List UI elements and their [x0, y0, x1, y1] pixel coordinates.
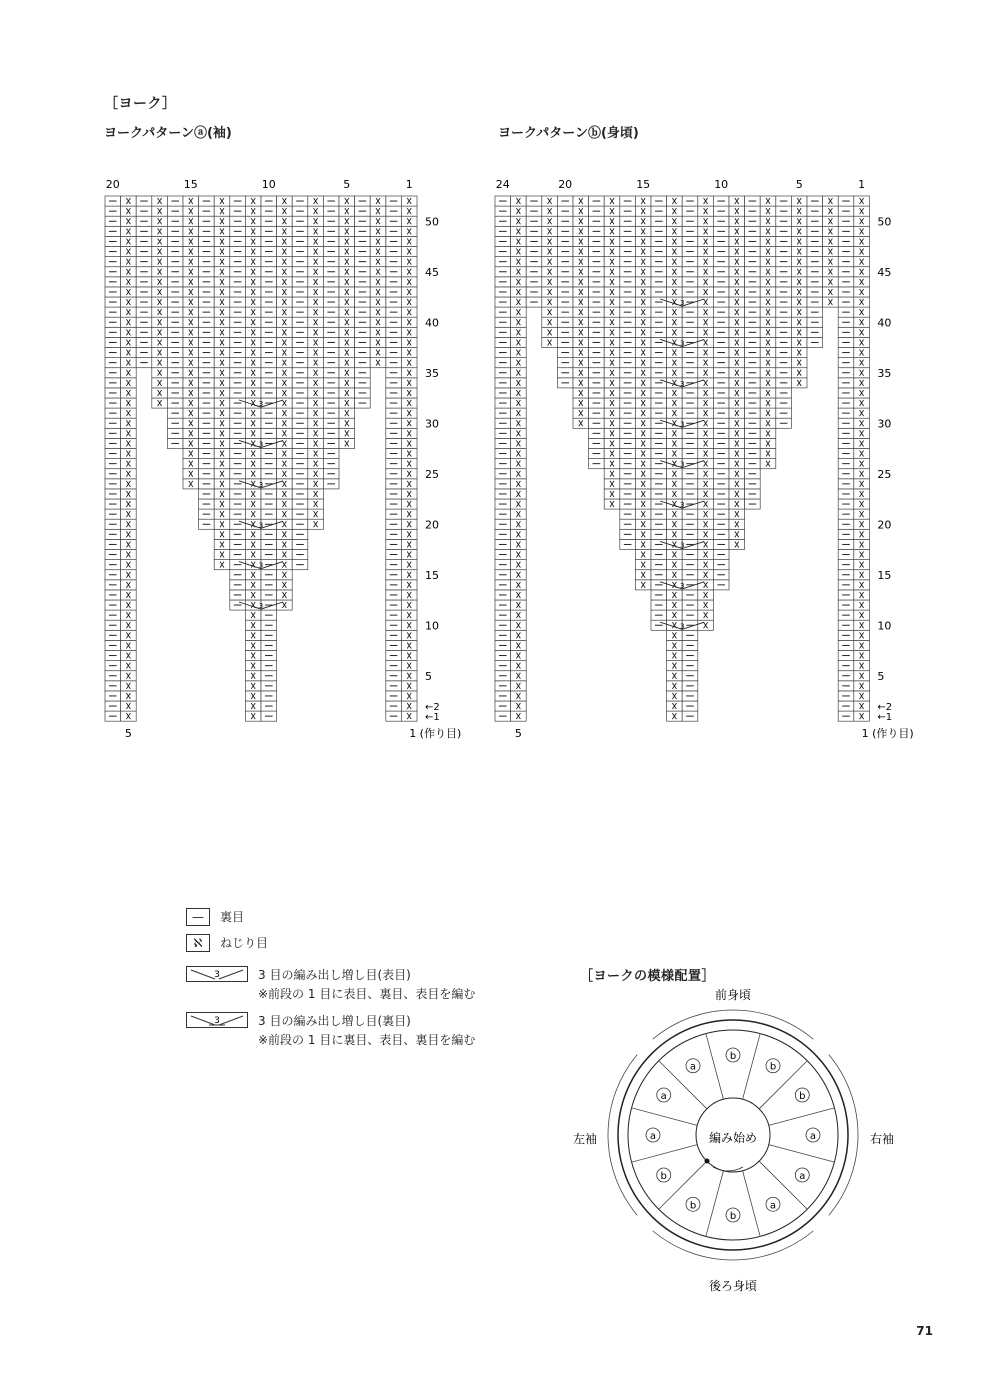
col-label: 5 [343, 178, 351, 191]
bottom-label-right: 1 (作り目) [409, 727, 462, 741]
row-label: 35 [877, 366, 892, 380]
segment-letter-a: a [689, 1061, 697, 1073]
label-back: 後ろ身頃 [708, 1279, 758, 1293]
increase-number: 3 [679, 460, 685, 469]
col-label: 1 [858, 178, 866, 191]
chart-b [495, 178, 914, 740]
bottom-label-left: 5 [124, 727, 132, 741]
increase-number: 3 [679, 379, 685, 388]
twisted-stitch-icon: ℵ [186, 934, 210, 952]
row-label: 20 [877, 518, 892, 532]
purl-symbol: — [186, 908, 210, 926]
row-label: 50 [877, 215, 892, 229]
segment-letter-b: b [729, 1051, 737, 1062]
row-label: 35 [425, 366, 439, 380]
legend-inc-purl-line2: ※前段の 1 目に裏目、表目、裏目を編む [258, 1033, 476, 1047]
increase-number: 3 [679, 501, 685, 510]
col-label: 24 [495, 178, 510, 191]
row-label: 20 [425, 518, 439, 532]
col-label: 1 [405, 178, 413, 191]
row-label: 15 [425, 568, 439, 582]
row-label: 5 [877, 669, 885, 683]
segment-divider [706, 1171, 724, 1237]
page-number: 71 [916, 1324, 933, 1338]
segment-divider [769, 1145, 835, 1163]
legend-twisted [186, 934, 268, 953]
label-right-sleeve: 右袖 [869, 1132, 895, 1146]
label-front: 前身頃 [714, 988, 752, 1002]
increase-number: 3 [258, 400, 264, 409]
col-label: 10 [261, 178, 276, 191]
segment-letter-b: b [799, 1091, 806, 1102]
segment-letter-a: a [799, 1171, 806, 1182]
segment-letter-b: b [769, 1061, 777, 1073]
increase-number: 3 [258, 440, 264, 449]
increase-number: 3 [258, 480, 264, 489]
bottom-label-right: 1 (作り目) [861, 727, 914, 741]
legend-inc-knit [186, 966, 475, 1004]
row-label: 50 [425, 215, 439, 229]
increase-knit-number: 3 [214, 970, 220, 980]
layout-title: ［ヨークの模様配置］ [580, 969, 716, 984]
legend-purl [186, 908, 244, 927]
row-label: 10 [425, 619, 439, 633]
legend-inc-knit-line2: ※前段の 1 目に表目、裏目、表目を編む [258, 987, 476, 1001]
segment-letter-a: a [649, 1131, 657, 1142]
label-left-sleeve: 左袖 [572, 1132, 598, 1146]
section-title: ［ヨーク］ [104, 96, 177, 112]
increase-number: 3 [679, 622, 685, 631]
segment-divider [769, 1108, 835, 1126]
pattern-a-title: ヨークパターンⓐ(袖) [104, 126, 232, 141]
row-arrow-1: ←1 [877, 712, 893, 724]
segment-divider [743, 1171, 761, 1237]
row-label: 5 [425, 669, 432, 683]
row-arrow-2: ←2 [425, 702, 440, 714]
increase-number: 3 [258, 602, 264, 611]
col-label: 15 [183, 178, 198, 191]
increase-number: 3 [258, 521, 264, 530]
increase-purl-number: 3 [214, 1016, 220, 1026]
increase-number: 3 [679, 581, 685, 590]
increase-purl-icon [186, 1012, 248, 1028]
segment-letter-b: b [729, 1211, 737, 1222]
col-label: 20 [558, 178, 573, 191]
increase-number: 3 [258, 561, 264, 570]
segment-letter-a: a [809, 1131, 817, 1142]
chart-a [105, 178, 461, 740]
knitting-charts [0, 170, 997, 750]
col-label: 20 [105, 178, 120, 191]
segment-letter-a: a [660, 1091, 667, 1102]
segment-divider [743, 1034, 761, 1100]
increase-number: 3 [679, 299, 685, 308]
segment-divider [632, 1108, 698, 1126]
row-arrow-1: ←1 [425, 712, 440, 724]
pattern-b-title: ヨークパターンⓑ(身頃) [498, 126, 639, 141]
start-dot [705, 1159, 710, 1164]
increase-number: 3 [679, 541, 685, 550]
segment-divider [632, 1145, 698, 1163]
increase-knit-icon [186, 966, 248, 982]
row-label: 25 [425, 467, 439, 481]
row-label: 45 [425, 265, 439, 279]
row-label: 40 [877, 316, 892, 330]
legend-inc-purl-line1: 3 目の編み出し増し目(裏目) [258, 1014, 411, 1028]
label-start: 編み始め [708, 1131, 758, 1145]
segment-letter-b: b [660, 1171, 667, 1182]
legend-inc-purl [186, 1012, 475, 1050]
segment-letter-a: a [769, 1200, 777, 1212]
segment-divider [706, 1034, 724, 1100]
yoke-layout-diagram [560, 985, 900, 1305]
row-label: 30 [425, 417, 439, 431]
legend-purl-label: 裏目 [220, 910, 245, 924]
row-label: 10 [877, 619, 892, 633]
increase-number: 3 [679, 339, 685, 348]
legend-twisted-label: ねじり目 [220, 936, 269, 950]
segment-letter-b: b [689, 1200, 697, 1212]
col-label: 5 [795, 178, 803, 191]
row-label: 45 [877, 265, 892, 279]
row-label: 30 [877, 417, 892, 431]
col-label: 10 [714, 178, 729, 191]
row-label: 15 [877, 568, 892, 582]
row-arrow-2: ←2 [877, 702, 893, 714]
col-label: 15 [636, 178, 651, 191]
row-label: 25 [877, 467, 892, 481]
legend-inc-knit-line1: 3 目の編み出し増し目(表目) [258, 968, 411, 982]
bottom-label-left: 5 [514, 727, 522, 741]
row-label: 40 [425, 316, 439, 330]
increase-number: 3 [679, 420, 685, 429]
